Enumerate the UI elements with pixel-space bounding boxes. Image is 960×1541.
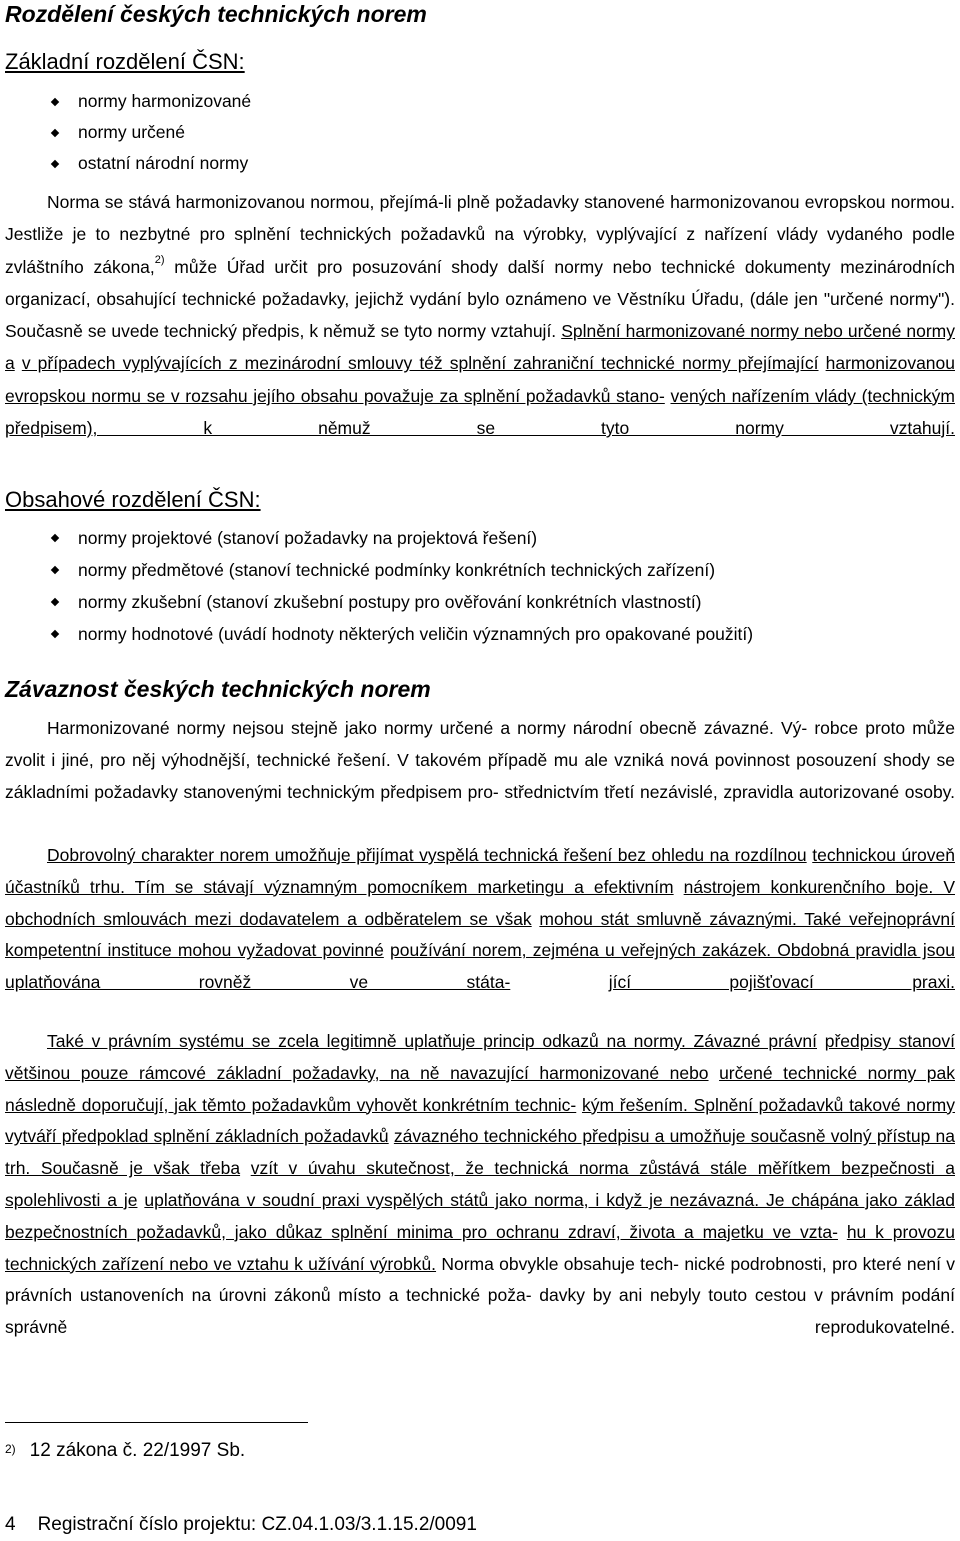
bullet-icon <box>51 159 59 167</box>
project-number: Registrační číslo projektu: CZ.04.1.03/3.1.15.2/0091 <box>37 1514 477 1535</box>
page-footer <box>5 1512 477 1538</box>
footnote-text: 12 zákona č. 22/1997 Sb. <box>29 1440 246 1461</box>
list-item: ostatní národní normy <box>5 148 251 179</box>
list-item: normy určené <box>5 117 251 148</box>
footnote <box>5 1436 245 1466</box>
basic-division-list <box>5 86 251 179</box>
list-item: normy hodnotové (uvádí hodnoty některých veličin významných pro opakované použití) <box>5 618 753 650</box>
footnote-ref: 2) <box>154 253 165 266</box>
basic-division-heading: Základní rozdělení ČSN: <box>5 49 245 74</box>
footnote-mark: 2) <box>5 1442 16 1456</box>
bullet-icon <box>51 566 59 574</box>
list-item: normy zkušební (stanoví zkušební postupy pro ověřování konkrétních vlastností) <box>5 586 753 618</box>
footnote-divider <box>5 1422 308 1423</box>
bullet-icon <box>51 128 59 136</box>
binding-paragraph-3: Také v právním systému se zcela legitimně uplatňuje princip odkazů na normy. Závazné právní předpisy stanoví většinou pouze rámcové základní požadavky, na ně navazující harmonizované nebo určené technické normy pak následně doporučují, jak těmto požadavkům vyhovět konkrétním technic- kým řešením. Splnění požadavků takové normy vytváří předpoklad splnění základních požadavků závazného technického předpisu a umožňuje současně volný přístup na trh. Současně je však třeba vzít v úvahu skutečnost, že technická norma zůstává stále měřítkem bezpečnosti a spolehlivosti a je uplatňována v soudní praxi vyspělých států jako norma, i když je nezávazná. Je chápána jako základ bezpečnostních požadavků, jako důkaz splnění minima pro ochranu zdraví, života a majetku ve vzta- hu k provozu technických zařízení nebo ve vztahu k užívání výrobků. Norma obvykle obsahuje tech- nické podrobnosti, pro které není v právních ustanoveních na úrovni zákonů místo a technické poža- davky by ani nebyly touto cestou v právním podání správně reprodukovatelné. <box>5 1031 956 1338</box>
bullet-icon <box>51 97 59 105</box>
content-division-heading: Obsahové rozdělení ČSN: <box>5 487 261 512</box>
binding-heading: Závaznost českých technických norem <box>5 676 431 702</box>
list-item: normy projektové (stanoví požadavky na projektová řešení) <box>5 522 753 554</box>
binding-paragraph-2: Dobrovolný charakter norem umožňuje přijímat vyspělá technická řešení bez ohledu na rozdílnou technickou úroveň účastníků trhu. Tím se stávají významným pomocníkem marketingu a efektivním nástrojem konkurenčního boje. V obchodních smlouvách mezi dodavatelem a odběratelem se však mohou stát smluvně závaznými. Také veřejnoprávní kompetentní instituce mohou vyžadovat povinné používání norem, zejména u veřejných zakázek. Obdobná pravidla jsou uplatňována rovněž ve státa- jící pojišťovací praxi. <box>5 845 956 993</box>
bullet-icon <box>51 534 59 542</box>
content-division-list <box>5 522 753 650</box>
page-number: 4 <box>5 1514 16 1535</box>
list-item: normy předmětové (stanoví technické podmínky konkrétních technických zařízení) <box>5 554 753 586</box>
list-item: normy harmonizované <box>5 86 251 117</box>
binding-paragraph-1: Harmonizované normy nejsou stejně jako normy určené a normy národní obecně závazné. Vý- robce proto může zvolit i jiné, pro něj výhodnější, technické řešení. V takovém případě mu ale vzniká nová povinnost posouzení shody se základními požadavky stanovenými technickým předpisem pro- střednictvím třetí nezávislé, zpravidla autorizované osoby. <box>5 718 956 802</box>
bullet-icon <box>51 598 59 606</box>
main-heading: Rozdělení českých technických norem <box>5 1 427 27</box>
bullet-icon <box>51 630 59 638</box>
harmonized-norm-paragraph: Norma se stává harmonizovanou normou, přejímá-li plně požadavky stanovené harmonizovanou evropskou normou. Jestliže je to nezbytné pro splnění technických požadavků na výrobky, vyplývající z nařízení vlády vydaného podle zvláštního zákona,$^{2)}$ může Úřad určit pro posuzování shody další normy nebo technické dokumenty mezinárodních organizací, obsahující technické požadavky, jejichž vydání bylo oznámeno ve Věstníku Úřadu, (dále jen "určené normy"). Současně se uvede technický předpis, k němuž se tyto normy vztahují. Splnění harmonizované normy nebo určené normy a v případech vyplývajících z mezinárodní smlouvy též splnění zahraniční technické normy přejímající harmonizovanou evropskou normu se v rozsahu jejího obsahu považuje za splnění požadavků stano- vených nařízením vlády (technickým předpisem), k němuž se tyto normy vztahují. <box>5 192 955 439</box>
